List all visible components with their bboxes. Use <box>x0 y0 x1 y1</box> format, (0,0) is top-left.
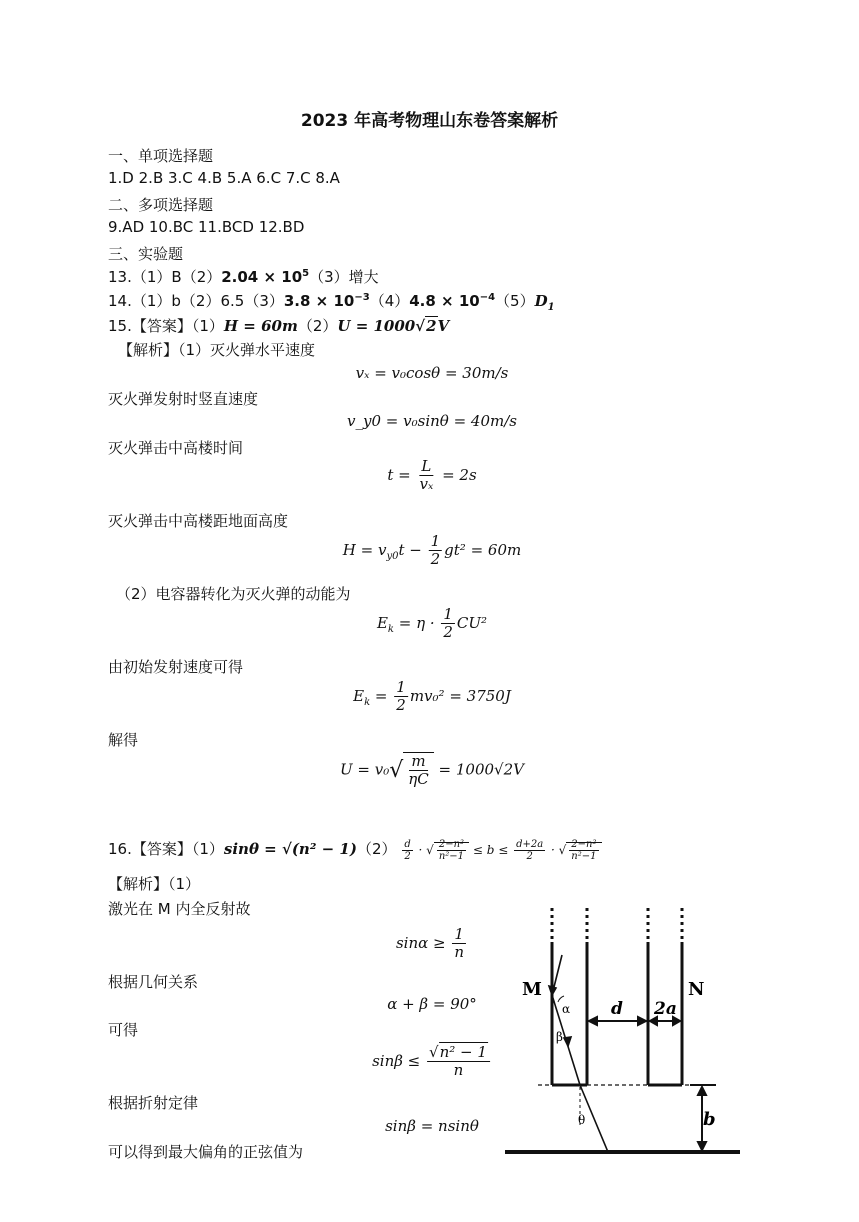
equation-sin-beta: sinβ ≤ $\frac{\text{√n² − 1}}{n}$ <box>372 1044 492 1080</box>
label-b: b <box>703 1109 716 1130</box>
label-alpha: α <box>562 1002 571 1016</box>
equation-ek1: $E_k = \eta$ · $\frac{1}{2}$ CU² <box>376 605 488 642</box>
single-choice-answers: 1.D 2.B 3.C 4.B 5.A 6.C 7.C 8.A <box>108 169 340 187</box>
q15-answer: 15.【答案】（1）H = 60m（2）U = 1000√2V <box>108 317 450 335</box>
equation-vy0: v_y0 = v₀sinθ = 40m/s <box>347 412 517 430</box>
text-solve: 解得 <box>108 731 139 749</box>
text-vertical-velocity: 灭火弹发射时竖直速度 <box>108 390 259 408</box>
section-heading-single-choice: 一、单项选择题 <box>108 147 214 165</box>
label-n: N <box>688 979 705 1000</box>
section-heading-experiment: 三、实验题 <box>108 245 184 263</box>
q14-answer: $14.(1)b(2)6.5(3)3.8 \times 10^{-3}(4)4.8 \times 10^{-4}(5)D_1$ <box>108 292 555 313</box>
label-2a: 2a <box>654 999 677 1019</box>
equation-time: t = $\frac{L}{\text{vₓ}}$ = 2s <box>387 457 477 494</box>
text-hit-time: 灭火弹击中高楼时间 <box>108 439 244 457</box>
q16-answer: 16.【答案】（1）sinθ = √(n² − 1)（2） $\frac{d}{2}$ · √ $\frac{\text{2−n²}}{\text{n²−1}}$ ≤ b ≤ $\frac{d+2a}{2}$ · √ $\frac{\text{2−n²}}{\text{n²−1}}$ <box>108 838 602 863</box>
equation-vx: vₓ = v₀cosθ = 30m/s <box>355 364 509 382</box>
q16-analysis-heading: 【解析】（1） <box>108 875 201 893</box>
text-hit-height: 灭火弹击中高楼距地面高度 <box>108 512 289 530</box>
equation-height: $H = v_{y0}t$ − $\frac{1}{2}$ gt² = 60m <box>342 532 522 569</box>
multi-choice-answers: 9.AD 10.BC 11.BCD 12.BD <box>108 218 305 236</box>
label-beta: β <box>556 1030 563 1044</box>
text-capacitor-energy: （2）电容器转化为灭火弹的动能为 <box>116 585 351 603</box>
equation-sin-alpha: sinα ≥ $\frac{1}{n}$ <box>395 925 465 962</box>
dotted-extensions <box>552 908 682 940</box>
q13-answer: $13.(1)B(2)2.04 \times 10^5(3)$增大 <box>108 268 379 286</box>
text-initial-velocity: 由初始发射速度可得 <box>108 658 244 676</box>
equation-u: U = v₀√ $\frac{m}{\eta C}$ = 1000√2V <box>340 752 524 789</box>
text-geometry: 根据几何关系 <box>108 973 199 991</box>
text-refraction-law: 根据折射定律 <box>108 1094 199 1112</box>
label-d: d <box>611 999 623 1019</box>
page-title: 2023 年高考物理山东卷答案解析 <box>300 111 559 131</box>
equation-ek2: $E_k$ = $\frac{1}{2}$ mv₀² = 3750J <box>353 678 511 715</box>
equation-angle-sum: α + β = 90° <box>387 995 477 1013</box>
optics-diagram <box>490 900 760 1170</box>
text-total-reflection: 激光在 M 内全反射故 <box>108 900 251 918</box>
text-max-deflection: 可以得到最大偏角的正弦值为 <box>108 1143 304 1161</box>
label-m: M <box>522 979 542 1000</box>
section-heading-multi-choice: 二、多项选择题 <box>108 196 214 214</box>
equation-refraction: sinβ = nsinθ <box>385 1117 479 1135</box>
text-therefore: 可得 <box>108 1021 139 1039</box>
label-theta: θ <box>578 1113 586 1127</box>
q15-analysis-heading: 【解析】（1）灭火弹水平速度 <box>118 341 316 359</box>
